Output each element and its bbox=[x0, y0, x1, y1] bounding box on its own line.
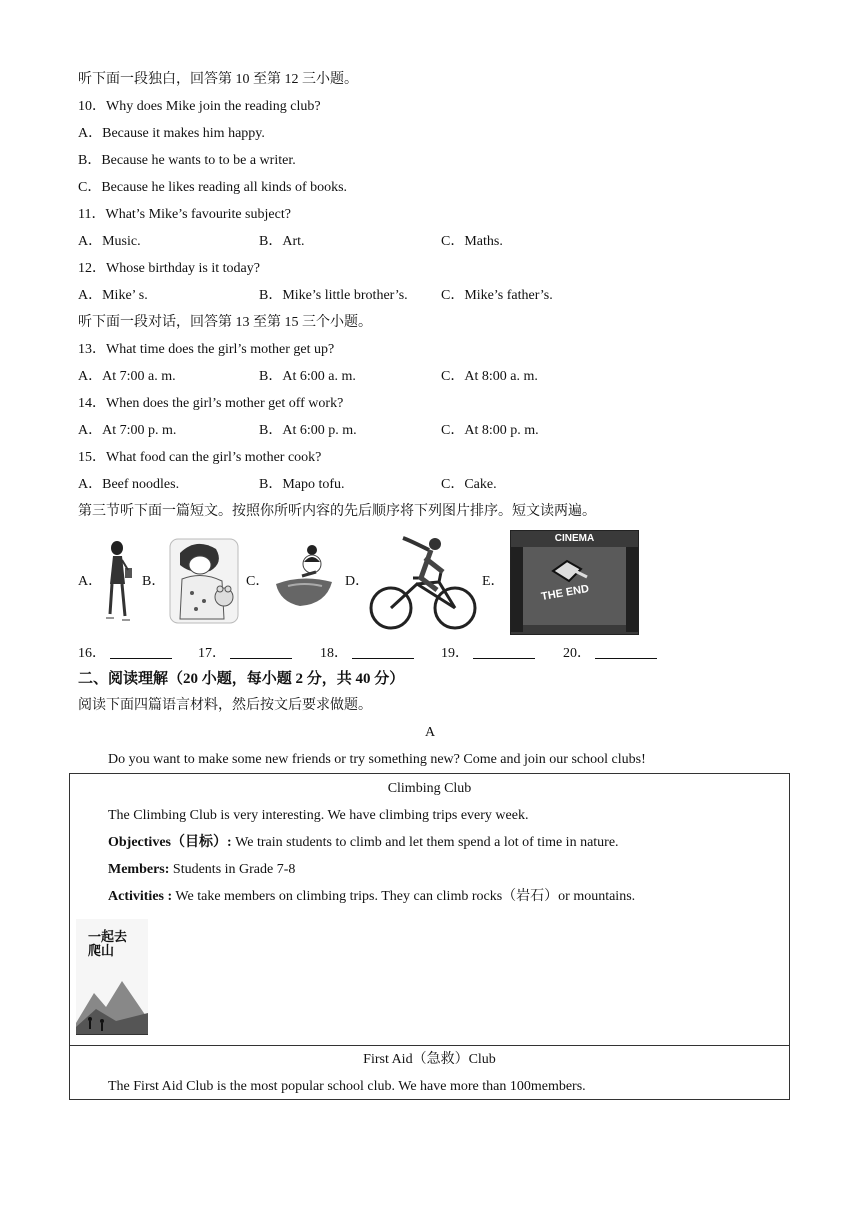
cinema-sign: CINEMA bbox=[554, 533, 595, 544]
climbing-club-title: Climbing Club bbox=[387, 781, 472, 796]
passage-label: A bbox=[424, 725, 436, 740]
option-15a: A．Beef noodles. bbox=[78, 477, 180, 492]
question-14: 14．When does the girl’s mother get off work? bbox=[78, 396, 344, 411]
climbing-objectives: Objectives（目标）: We train students to climb and let them spend a lot of time in nature. bbox=[108, 835, 619, 850]
climbing-club-intro: The Climbing Club is very interesting. We have climbing trips every week. bbox=[108, 808, 529, 823]
reading-instruction: 阅读下面四篇语言材料，然后按文后要求做题。 bbox=[78, 698, 372, 713]
picture-a-walking-woman-icon bbox=[98, 538, 140, 624]
blank-19[interactable]: 19． bbox=[441, 644, 535, 663]
picture-label-e: E． bbox=[482, 574, 505, 589]
question-13: 13．What time does the girl’s mother get up? bbox=[78, 342, 335, 357]
option-12a: A．Mike’ s. bbox=[78, 288, 148, 303]
section3-intro: 第三节听下面一篇短文。按照你所听内容的先后顺序将下列图片排序。短文读两遍。 bbox=[78, 504, 596, 519]
picture-label-c: C． bbox=[246, 574, 270, 589]
blank-18[interactable]: 18． bbox=[320, 644, 414, 663]
picture-d-cycling-woman-icon bbox=[369, 534, 479, 632]
question-10: 10．Why does Mike join the reading club? bbox=[78, 99, 321, 114]
option-13a: A．At 7:00 a. m. bbox=[78, 369, 176, 384]
option-12b: B．Mike’s little brother’s. bbox=[259, 288, 408, 303]
passage-lead: Do you want to make some new friends or try something new? Come and join our school clubs! bbox=[108, 752, 646, 767]
picture-e-cinema-screen bbox=[510, 530, 639, 635]
3d-glasses-icon bbox=[551, 557, 591, 585]
listening-intro-10-12: 听下面一段独白，回答第 10 至第 12 三小题。 bbox=[78, 72, 358, 87]
option-15c: C．Cake. bbox=[441, 477, 497, 492]
picture-label-a: A． bbox=[78, 574, 103, 589]
option-11a: A．Music. bbox=[78, 234, 141, 249]
first-aid-club-intro: The First Aid Club is the most popular school club. We have more than 100members. bbox=[108, 1079, 586, 1094]
picture-c-cooking-girl-icon bbox=[272, 542, 338, 614]
picture-b-sleeping-girl-icon bbox=[166, 535, 242, 627]
option-11b: B．Art. bbox=[259, 234, 305, 249]
blank-16[interactable]: 16． bbox=[78, 644, 172, 663]
first-aid-club-title: First Aid（急救）Club bbox=[363, 1052, 496, 1067]
option-10c: C．Because he likes reading all kinds of books. bbox=[78, 180, 348, 195]
option-11c: C．Maths. bbox=[441, 234, 503, 249]
first-aid-club-box bbox=[69, 1045, 790, 1100]
question-15: 15．What food can the girl’s mother cook? bbox=[78, 450, 322, 465]
question-11: 11．What’s Mike’s favourite subject? bbox=[78, 207, 291, 222]
picture-label-b: B． bbox=[142, 574, 166, 589]
the-end-text: THE END bbox=[540, 582, 590, 604]
blank-17[interactable]: 17． bbox=[198, 644, 292, 663]
blank-20[interactable]: 20． bbox=[563, 644, 657, 663]
option-13c: C．At 8:00 a. m. bbox=[441, 369, 538, 384]
option-10a: A．Because it makes him happy. bbox=[78, 126, 265, 141]
climbing-club-box bbox=[69, 773, 790, 1046]
question-12: 12．Whose birthday is it today? bbox=[78, 261, 260, 276]
picture-label-d: D． bbox=[345, 574, 370, 589]
option-12c: C．Mike’s father’s. bbox=[441, 288, 553, 303]
option-13b: B．At 6:00 a. m. bbox=[259, 369, 356, 384]
climbing-poster-image bbox=[76, 919, 148, 1035]
climbing-activities: Activities : We take members on climbing trips. They can climb rocks（岩石）or mountains. bbox=[108, 889, 636, 904]
climbing-members: Members: Students in Grade 7-8 bbox=[108, 862, 296, 877]
reading-section-title: 二、阅读理解（20 小题，每小题 2 分，共 40 分） bbox=[78, 671, 405, 687]
option-14c: C．At 8:00 p. m. bbox=[441, 423, 539, 438]
option-14a: A．At 7:00 p. m. bbox=[78, 423, 177, 438]
option-10b: B．Because he wants to to be a writer. bbox=[78, 153, 296, 168]
option-15b: B．Mapo tofu. bbox=[259, 477, 345, 492]
mountain-climbers-icon bbox=[76, 963, 148, 1034]
option-14b: B．At 6:00 p. m. bbox=[259, 423, 357, 438]
listening-intro-13-15: 听下面一段对话，回答第 13 至第 15 三个小题。 bbox=[78, 315, 372, 330]
poster-title: 一起去爬山 bbox=[88, 930, 128, 959]
